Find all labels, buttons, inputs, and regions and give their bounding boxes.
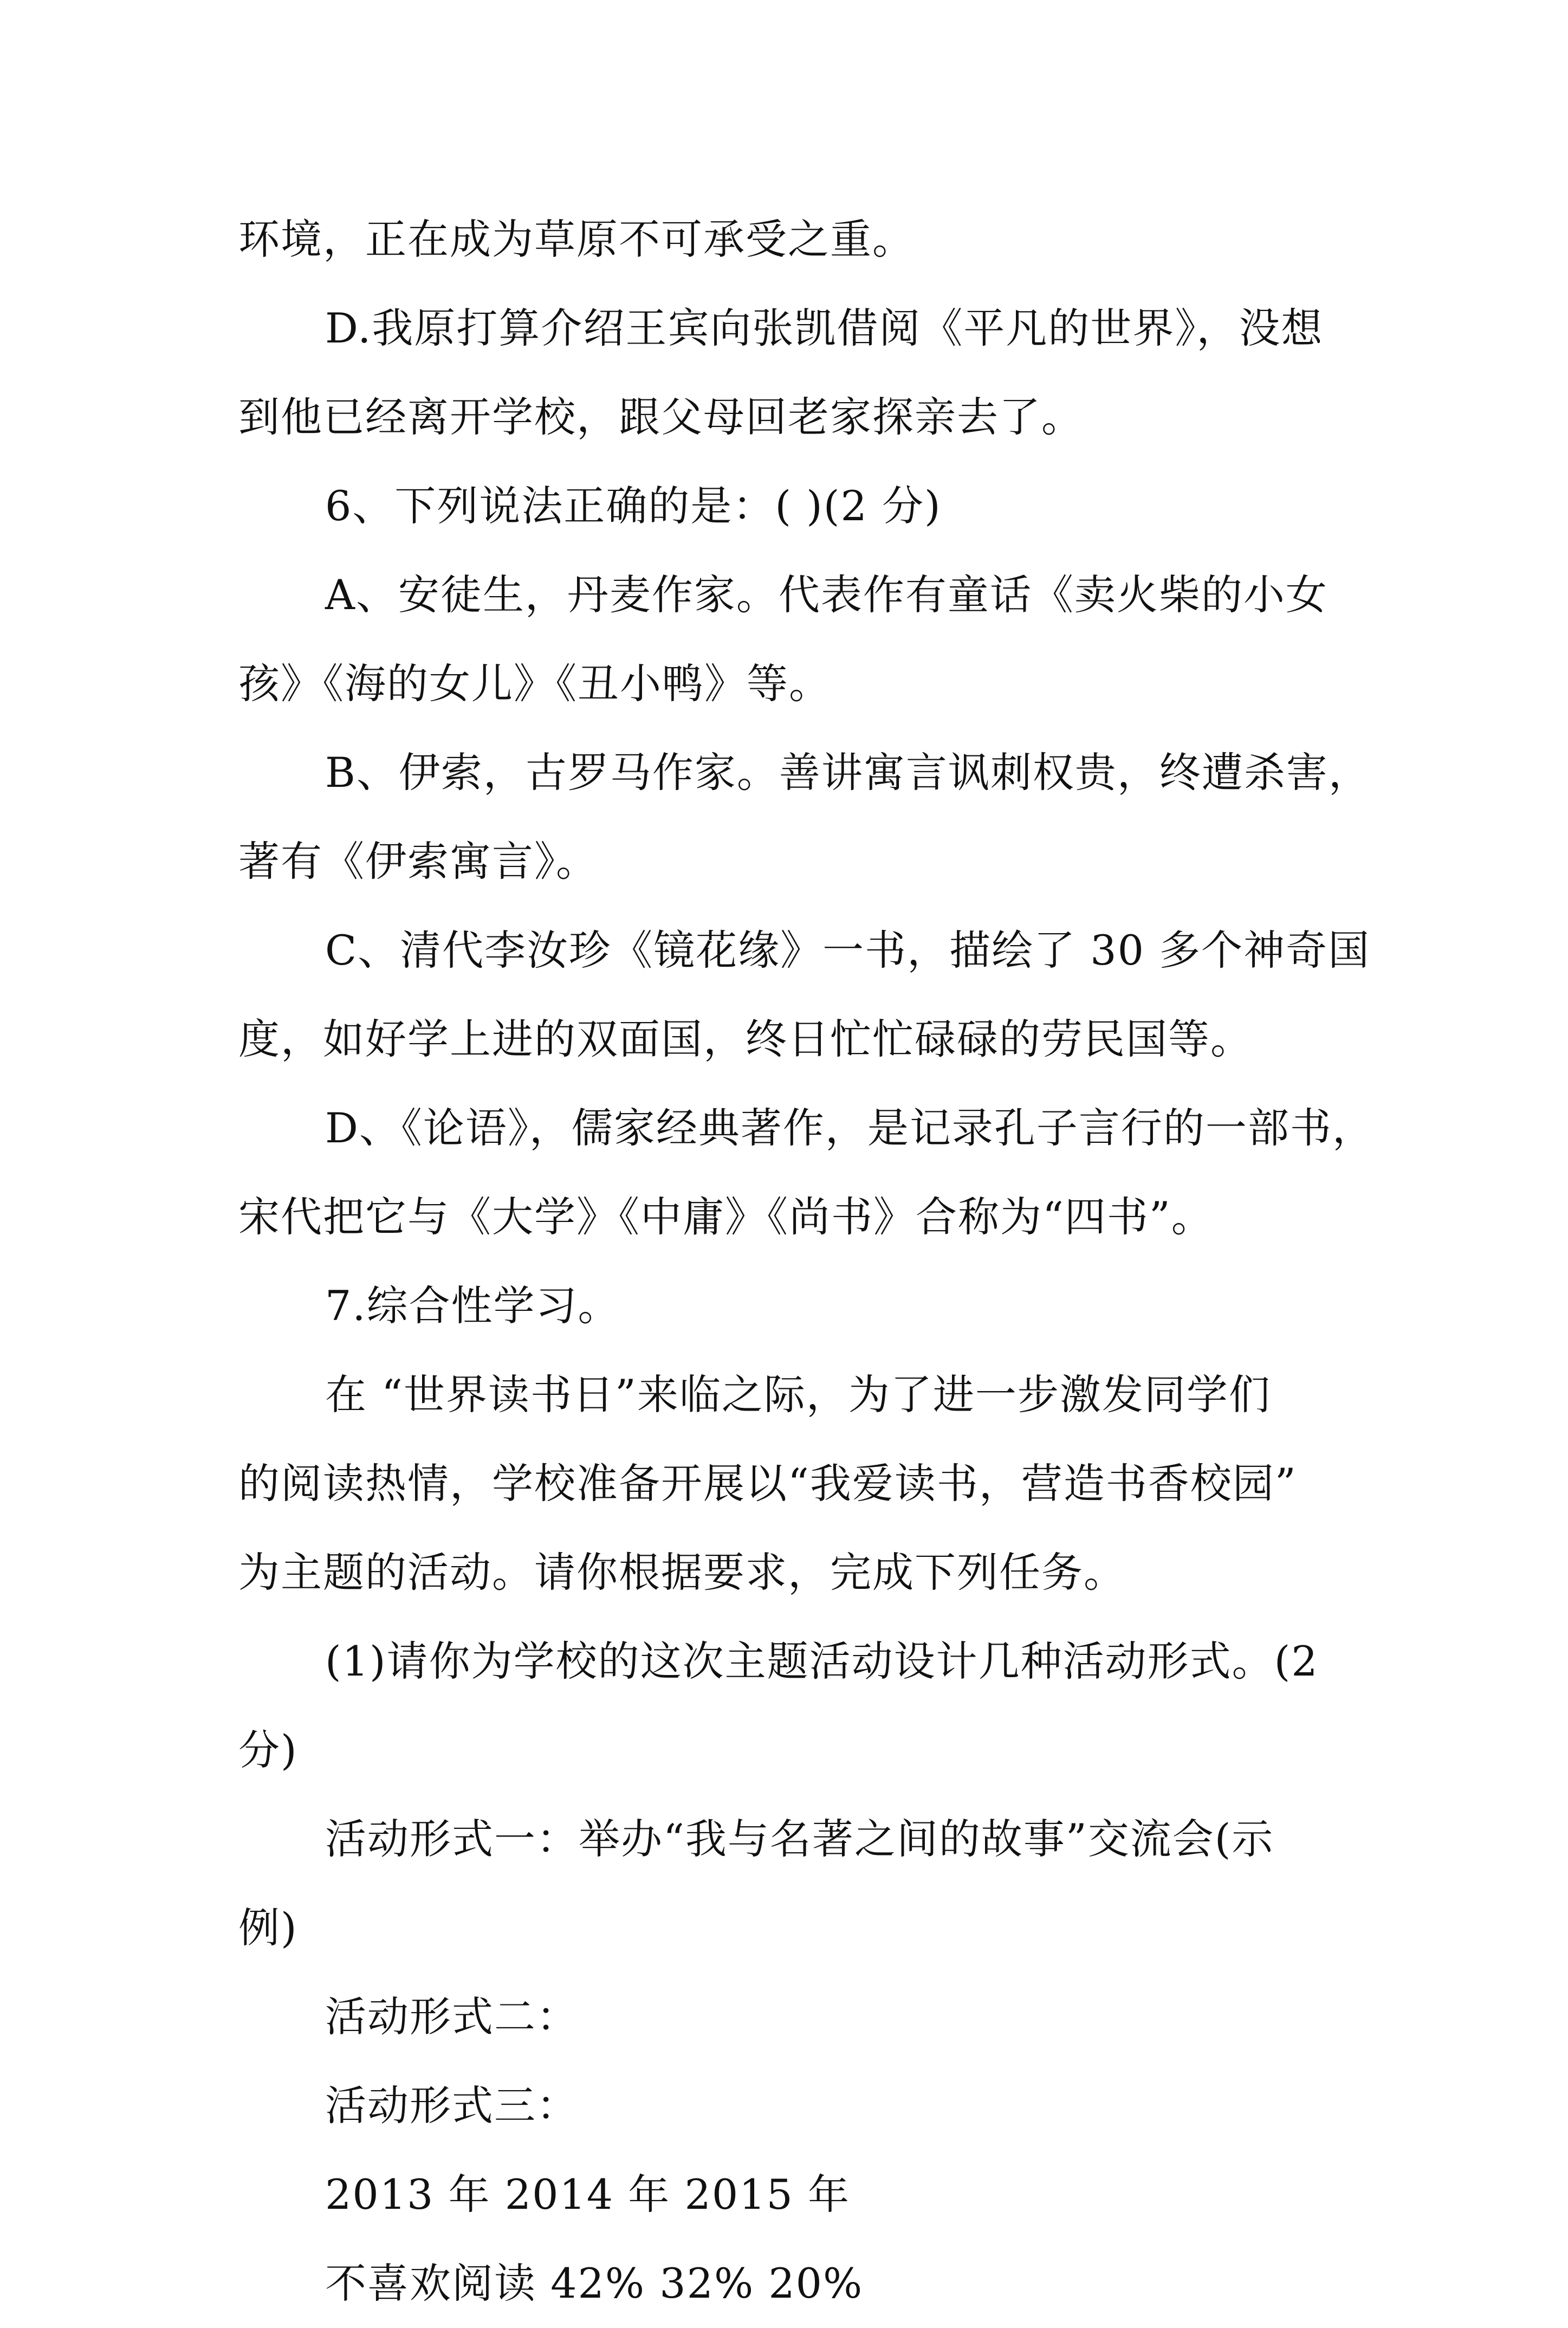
option-c-line: C、清代李汝珍《镜花缘》一书，描绘了 30 多个神奇国 — [325, 926, 1371, 974]
text-line: 为主题的活动。请你根据要求，完成下列任务。 — [238, 1548, 1126, 1596]
text-line: 到他已经离开学校，跟父母回老家探亲去了。 — [238, 393, 1084, 441]
text-line: 例) — [238, 1904, 298, 1952]
document-page — [238, 195, 1375, 2328]
text-line: 的阅读热情，学校准备开展以“我爱读书，营造书香校园” — [238, 1459, 1297, 1508]
text-line: 分) — [238, 1726, 298, 1774]
activity-form-3: 活动形式三： — [325, 2081, 579, 2130]
option-b-line: B、伊索，古罗马作家。善讲寓言讽刺权贵，终遭杀害， — [325, 748, 1371, 797]
text-line: 环境，正在成为草原不可承受之重。 — [238, 215, 915, 263]
text-line: 宋代把它与《大学》《中庸》《尚书》合称为“四书”。 — [238, 1193, 1214, 1241]
paragraph-line: 在 “世界读书日”来临之际，为了进一步激发同学们 — [325, 1370, 1271, 1419]
activity-form-2: 活动形式二： — [325, 1993, 579, 2041]
sub-question-1: (1)请你为学校的这次主题活动设计几种活动形式。(2 — [325, 1637, 1319, 1685]
activity-form-1: 活动形式一：举办“我与名著之间的故事”交流会(示 — [325, 1815, 1274, 1863]
question-6: 6、下列说法正确的是：( )(2 分) — [325, 482, 942, 530]
text-line: 度，如好学上进的双面国，终日忙忙碌碌的劳民国等。 — [238, 1015, 1253, 1063]
question-7: 7.综合性学习。 — [325, 1282, 620, 1330]
option-d-line: D、《论语》，儒家经典著作，是记录孔子言行的一部书， — [325, 1104, 1375, 1152]
option-d-line: D.我原打算介绍王宾向张凯借阅《平凡的世界》，没想 — [325, 304, 1324, 352]
table-row-dislike-reading: 不喜欢阅读 42% 32% 20% — [325, 2259, 864, 2307]
option-a-line: A、安徒生，丹麦作家。代表作有童话《卖火柴的小女 — [325, 571, 1328, 619]
text-line: 著有《伊索寓言》。 — [238, 837, 598, 885]
text-line: 孩》《海的女儿》《丑小鸭》等。 — [238, 659, 831, 708]
table-header-years: 2013 年 2014 年 2015 年 — [325, 2170, 851, 2219]
